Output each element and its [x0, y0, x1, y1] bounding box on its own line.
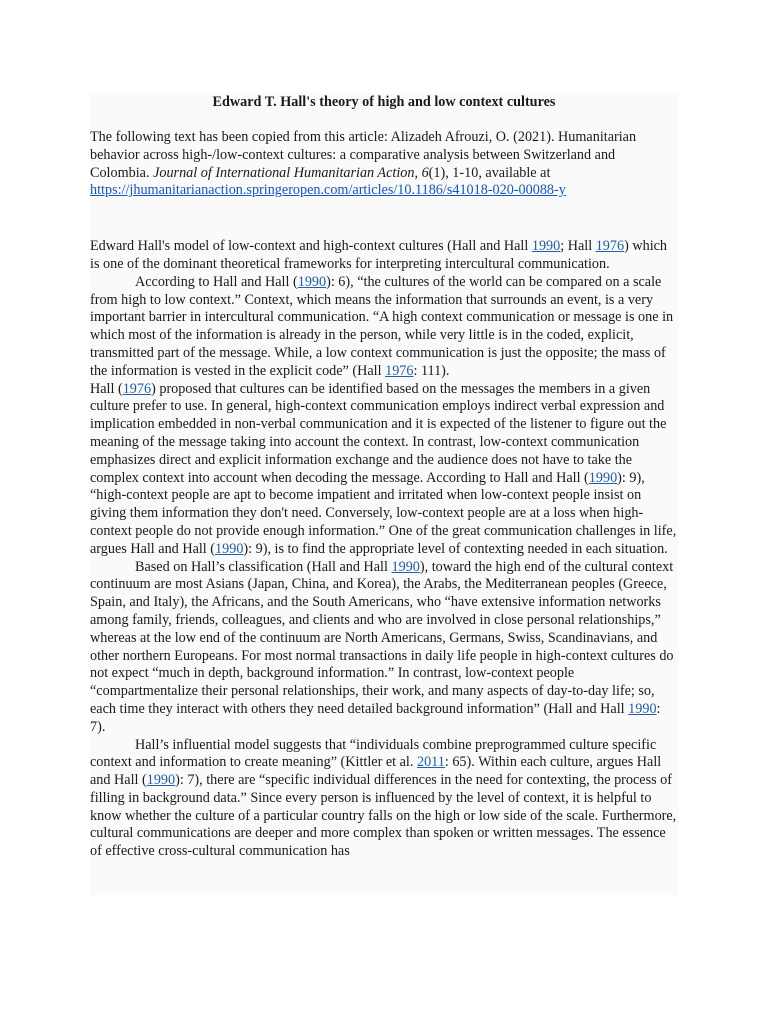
text: Based on Hall’s classification (Hall and Hall: [135, 558, 392, 575]
citation-link[interactable]: 1976: [385, 362, 414, 379]
intro-text: The following text has been copied from this article: Alizadeh Afrouzi, O. (2021). Humanitarian behavior across high-/low-context cultures: a comparative analysis between Switzerland and Colombia.: [90, 129, 637, 181]
text: ) proposed that cultures can be identified based on the messages the members in a given culture prefer to use. In general, high-context communication employs indirect verbal expression and implication embedded in non-verbal communication and it is expected of the listener to figure out the meaning of the message taking into account the context. In contrast, low-context communication emphasizes direct and explicit information exchange and the audience does not have to take the complex context into account when decoding the message. According to Hall and Hall (: [90, 380, 667, 486]
document-page: [90, 93, 678, 895]
citation-link[interactable]: 2011: [416, 754, 445, 771]
citation-link[interactable]: 1990: [215, 540, 244, 557]
text: ), toward the high end of the cultural context continuum are most Asians (Japan, China, and Korea), the Arabs, the Mediterranean peoples (Greece, Spain, and Italy), the Africans, and the South Americans, who “have extensive information networks among family, friends, colleagues, and clients and who are involved in close personal relationships,” whereas at the low end of the continuum are North Americans, Germans, Swiss, Scandinavians, and other northern Europeans. For most normal transactions in daily life people in high-context cultures do not expect “much in depth, background information.” In contrast, low-context people “compartmentalize their personal relationships, their work, and many aspects of day-to-day life; so, each time they interact with others they need detailed background information” (Hall and Hall: [90, 558, 674, 717]
paragraph-3: [90, 381, 678, 559]
text: ): 9), “high-context people are apt to become impatient and irritated when low-context people insist on giving them information they don't need. Conversely, low-context people are at a loss when high-context people do not provide enough information.” One of the great communication challenges in life, argues Hall and Hall (: [90, 469, 677, 557]
citation-link[interactable]: 1990: [531, 238, 561, 255]
paragraph-1: [90, 238, 678, 274]
text: ): 7), there are “specific individual differences in the need for contexting, the process of filling in background data.” Since every person is influenced by the level of context, it is helpful to know whether the culture of a particular country falls on the high or low side of the scale. Furthermore, cultural communications are deeper and more complex than spoken or written messages. The essence of effective cross-cultural communication has: [90, 772, 677, 860]
text: ): 6), “the cultures of the world can be compared on a scale from high to low context.” Context, which means the information that surrounds an event, is a very important barrier in intercultural communication. “A high context communication or message is one in which most of the information is already in the person, while very little is in the coded, explicit, transmitted part of the message. While, a low context communication is just the opposite; the mass of the information is vested in the explicit code” (Hall: [90, 273, 674, 379]
text: : 7).: [90, 700, 661, 735]
paragraph-4: [90, 559, 678, 737]
citation-link[interactable]: 1990: [588, 469, 618, 486]
journal-name: Journal of International Humanitarian Action: [153, 164, 415, 181]
citation-link[interactable]: 1990: [628, 700, 657, 717]
paragraph-2: [90, 274, 678, 381]
intro-text: (1), 1-10, available at: [428, 164, 551, 181]
intro-paragraph: [90, 129, 678, 200]
citation-link[interactable]: 1976: [595, 238, 625, 255]
text: According to Hall and Hall (: [135, 273, 298, 290]
text: Hall (: [90, 380, 123, 397]
text: ): 9), is to find the appropriate level of contexting needed in each situation.: [243, 540, 668, 557]
text: ) which is one of the dominant theoretical frameworks for interpreting intercultural communication.: [90, 238, 668, 272]
text: Hall’s influential model suggests that “individuals combine preprogrammed culture specific context and information to create meaning” (Kittler et al.: [90, 736, 657, 771]
citation-link[interactable]: 1990: [146, 772, 176, 789]
text: : 111).: [413, 362, 450, 379]
text: Edward Hall's model of low-context and high-context cultures (Hall and Hall: [90, 238, 532, 255]
citation-link[interactable]: 1976: [122, 380, 152, 397]
citation-link[interactable]: 1990: [297, 273, 327, 290]
document-title: Edward T. Hall's theory of high and low context cultures: [212, 94, 556, 110]
text: : 65). Within each culture, argues Hall and Hall (: [90, 754, 662, 789]
text: ; Hall: [560, 238, 596, 255]
paragraph-5: [90, 737, 678, 862]
journal-volume: 6: [421, 164, 429, 181]
intro-text: ,: [414, 164, 422, 181]
citation-link[interactable]: 1990: [391, 558, 420, 575]
article-link[interactable]: https://jhumanitarianaction.springeropen.com/articles/10.1186/s41018-020-00088-y: [90, 182, 566, 199]
